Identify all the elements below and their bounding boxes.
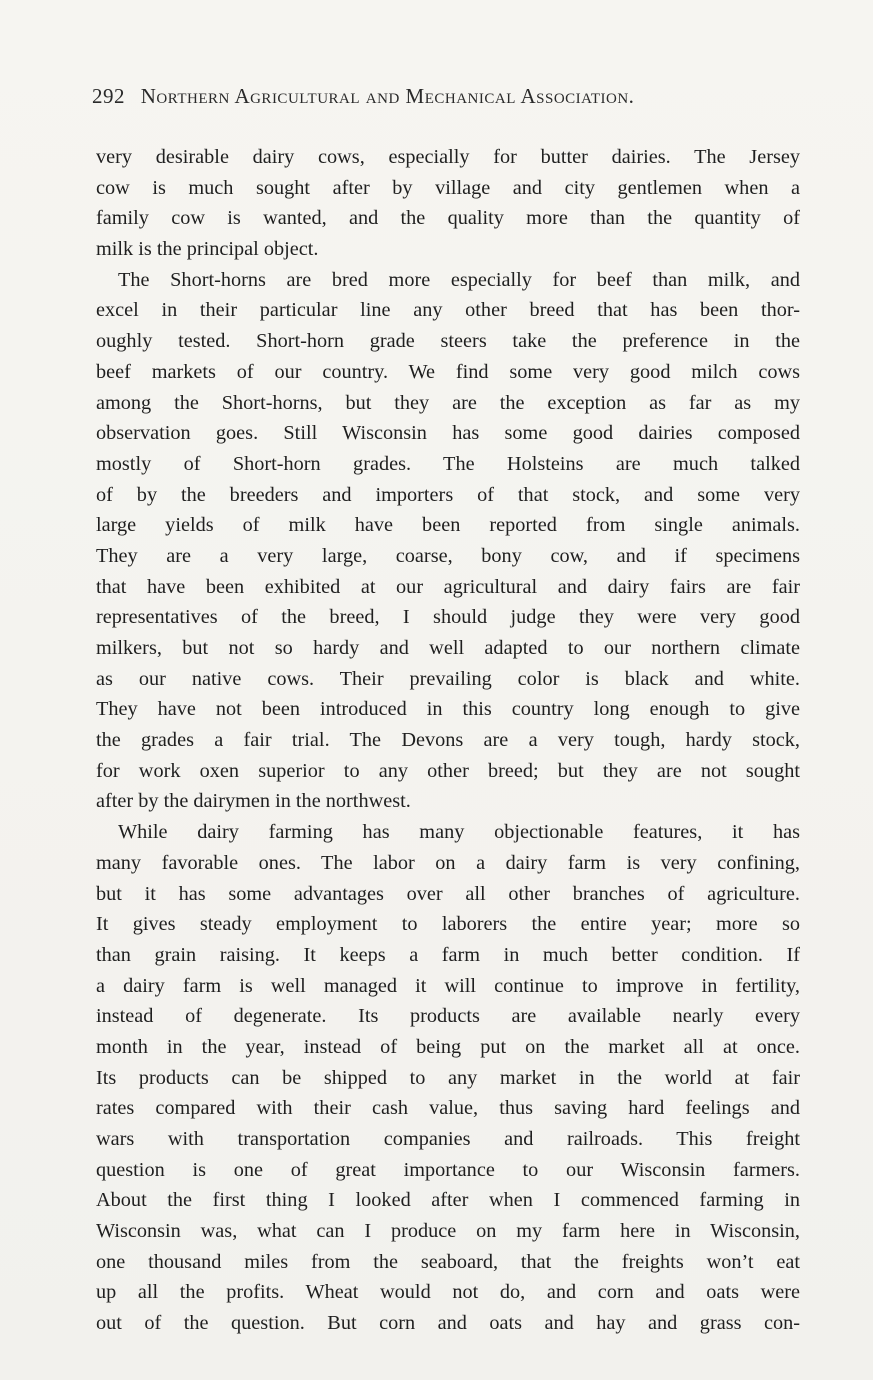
text-line: Its products can be shipped to any market in the world at fair [96,1066,800,1089]
body-text [96,142,800,1339]
text-line: They are a very large, coarse, bony cow, and if specimens [96,544,800,567]
text-line: but it has some advantages over all other branches of agriculture. [96,882,800,905]
text-line: instead of degenerate. Its products are available nearly every [96,1005,800,1028]
text-line: month in the year, instead of being put on the market all at once. [96,1035,800,1058]
text-line: representatives of the breed, I should judge they were very good [96,606,800,629]
text-line: for work oxen superior to any other breed; but they are not sought [96,759,800,782]
page-header [92,84,782,109]
text-line: up all the profits. Wheat would not do, and corn and oats were [96,1281,800,1304]
text-line: It gives steady employment to laborers the entire year; more so [96,913,800,936]
text-line: out of the question. But corn and oats and hay and grass con- [96,1312,800,1335]
text-line: than grain raising. It keeps a farm in much better condition. If [96,943,800,966]
text-line: observation goes. Still Wisconsin has some good dairies composed [96,422,800,445]
text-line: oughly tested. Short-horn grade steers take the preference in the [96,330,800,353]
text-line: milk is the principal object. [96,238,319,261]
text-line: large yields of milk have been reported from single animals. [96,514,800,537]
text-line: that have been exhibited at our agricultural and dairy fairs are fair [96,575,800,598]
text-line: wars with transportation companies and railroads. This freight [96,1128,800,1150]
text-line: after by the dairymen in the northwest. [96,790,411,813]
text-line: Wisconsin was, what can I produce on my farm here in Wisconsin, [96,1220,800,1243]
text-line: cow is much sought after by village and city gentlemen when a [96,176,800,199]
text-line: a dairy farm is well managed it will continue to improve in fertility, [96,974,800,997]
text-line: excel in their particular line any other breed that has been thor- [96,299,800,322]
text-line: About the first thing I looked after when I commenced farming in [96,1189,800,1212]
text-line: While dairy farming has many objectionable features, it has [118,821,800,844]
running-title: Northern Agricultural and Mechanical Association. [140,84,635,108]
text-line: mostly of Short-horn grades. The Holsteins are much talked [96,452,800,475]
text-line: family cow is wanted, and the quality more than the quantity of [96,207,800,230]
text-line: the grades a fair trial. The Devons are a very tough, hardy stock, [96,729,800,752]
text-line: very desirable dairy cows, especially for butter dairies. The Jersey [96,146,800,168]
text-line: milkers, but not so hardy and well adapted to our northern climate [96,637,800,659]
text-line: The Short-horns are bred more especially for beef than milk, and [118,268,800,291]
text-line: among the Short-horns, but they are the exception as far as my [96,391,800,414]
text-line: beef markets of our country. We find some very good milch cows [96,360,800,383]
text-line: rates compared with their cash value, thus saving hard feelings and [96,1097,800,1120]
page-number: 292 [92,84,125,108]
text-line: of by the breeders and importers of that stock, and some very [96,483,800,506]
text-line: They have not been introduced in this country long enough to give [96,698,800,721]
text-line: question is one of great importance to our Wisconsin farmers. [96,1158,800,1181]
text-line: one thousand miles from the seaboard, that the freights won’t eat [96,1250,800,1273]
text-line: many favorable ones. The labor on a dairy farm is very confining, [96,851,800,874]
text-line: as our native cows. Their prevailing color is black and white. [96,667,800,690]
